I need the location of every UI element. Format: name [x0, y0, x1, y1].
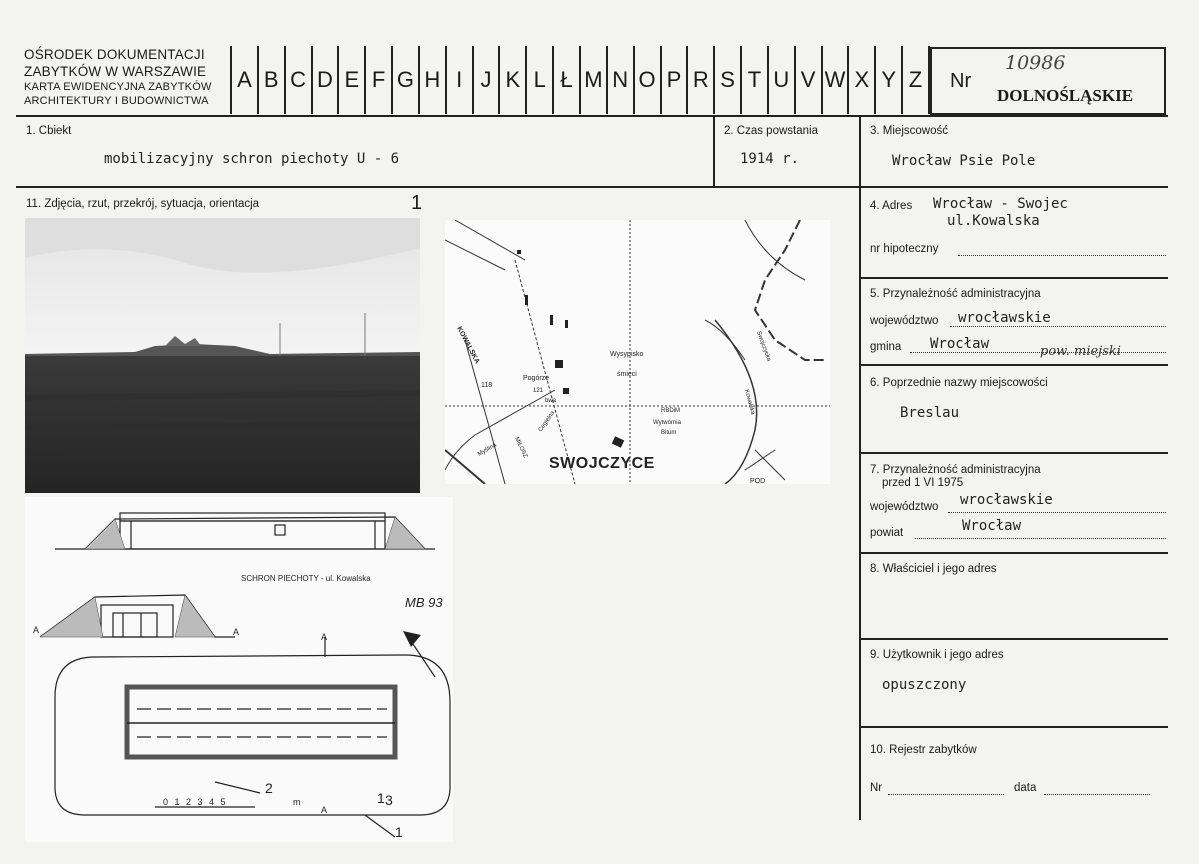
mark-number: 3 — [385, 792, 393, 808]
county-line — [915, 538, 1166, 539]
commune-note: pow. miejski — [1040, 344, 1121, 359]
commune-line — [910, 352, 1166, 353]
user-value: opuszczony — [882, 677, 967, 693]
map-label: 121 — [533, 388, 544, 394]
divider — [860, 364, 1168, 366]
alphabet-index — [230, 46, 930, 114]
index-letter: K — [500, 46, 527, 114]
index-letter: B — [259, 46, 286, 114]
commune-label: gmina — [870, 341, 902, 353]
org-line-4: ARCHITEKTURY I BUDOWNICTWA — [24, 95, 209, 107]
index-letter: O — [635, 46, 662, 114]
locality-value: Wrocław Psie Pole — [892, 153, 1036, 169]
divider — [860, 277, 1168, 279]
index-letter: N — [608, 46, 635, 114]
index-letter: Ł — [554, 46, 581, 114]
index-letter: C — [286, 46, 313, 114]
admin-1975-sublabel: przed 1 VI 1975 — [882, 477, 964, 489]
divider — [860, 726, 1168, 728]
nr-value: 10986 — [1005, 52, 1066, 74]
voivodeship-value: wrocławskie — [958, 310, 1051, 326]
section11-label: 11. Zdjęcia, rzut, przekrój, sytuacja, orientacja — [26, 198, 260, 210]
index-letter: S — [715, 46, 742, 114]
register-nr-line — [888, 794, 1004, 795]
drawing-caption: SCHRON PIECHOTY - ul. Kowalska — [241, 574, 371, 583]
map-label: Bitum — [661, 430, 677, 436]
divider — [16, 115, 1168, 117]
map-label: Cegielna — [537, 410, 557, 434]
register-date-label: data — [1014, 782, 1037, 794]
former-names-label: 6. Poprzednie nazwy miejscowości — [870, 377, 1048, 389]
index-letter: Y — [876, 46, 903, 114]
map-label: RBDiM — [661, 408, 680, 414]
nr-label: Nr — [950, 70, 972, 92]
index-letter: E — [339, 46, 366, 114]
index-letter: L — [527, 46, 554, 114]
index-letter: T — [742, 46, 769, 114]
index-letter: Z — [903, 46, 930, 114]
admin-1975-label: 7. Przynależność administracyjna — [870, 464, 1041, 476]
locality-label: 3. Miejscowość — [870, 125, 948, 137]
index-letter: M — [581, 46, 608, 114]
organization-header — [24, 46, 212, 108]
org-line-2: ZABYTKÓW W WARSZAWIE — [24, 64, 207, 79]
index-letter: U — [769, 46, 796, 114]
org-line-1: OŚRODEK DOKUMENTACJI — [24, 47, 205, 62]
scale-bar: 0 1 2 3 4 5 — [163, 797, 228, 807]
page-number: 1 — [411, 192, 423, 214]
mortgage-line — [958, 255, 1166, 256]
address-label: 4. Adres — [870, 200, 913, 212]
map-title: SWOJCZYCE — [549, 455, 655, 472]
voivodeship-1975-label: województwo — [870, 501, 939, 513]
voivodeship-1975-value: wrocławskie — [960, 492, 1053, 508]
index-letter: F — [366, 46, 393, 114]
map-label: bwa — [545, 398, 557, 404]
section-letter: A — [33, 625, 40, 635]
map-label: Wytwórnia — [653, 420, 681, 426]
register-label: 10. Rejestr zabytków — [870, 744, 977, 756]
date-label: 2. Czas powstania — [724, 125, 818, 137]
object-label: 1. Cbiekt — [26, 125, 72, 137]
scale-unit: m — [293, 797, 301, 807]
object-value: mobilizacyjny schron piechoty U - 6 — [104, 151, 400, 167]
admin-label: 5. Przynależność administracyjna — [870, 288, 1041, 300]
drawing-signature: MB 93 — [405, 595, 443, 610]
commune-value: Wrocław — [930, 336, 990, 352]
address-line2: ul.Kowalska — [947, 213, 1040, 229]
technical-drawing — [25, 497, 453, 842]
voivodeship-line — [950, 326, 1166, 327]
divider — [860, 552, 1168, 554]
divider — [860, 452, 1168, 454]
index-letter: P — [662, 46, 689, 114]
index-letter: W — [823, 46, 850, 114]
divider — [16, 186, 1168, 188]
date-value: 1914 r. — [740, 151, 800, 167]
index-letter: J — [474, 46, 501, 114]
location-map — [445, 220, 830, 484]
divider — [859, 116, 861, 820]
mark-number: 1 — [377, 790, 385, 806]
mark-number: 2 — [265, 780, 273, 796]
map-label: Kowalska — [743, 388, 756, 416]
register-date-line — [1044, 794, 1150, 795]
map-label: KOWALSKA — [455, 325, 481, 366]
voivodeship-1975-line — [948, 512, 1166, 513]
register-nr-label: Nr — [870, 782, 883, 794]
former-names-value: Breslau — [900, 405, 960, 421]
org-line-3: KARTA EWIDENCYJNA ZABYTKÓW — [24, 81, 212, 93]
map-label: Swojczycka — [755, 330, 772, 363]
map-label: POD — [750, 478, 766, 484]
index-letter: V — [796, 46, 823, 114]
map-label: MIŁOSZ — [513, 436, 529, 460]
section-letter: A — [321, 632, 328, 642]
region-name: DOLNOŚLĄSKIE — [997, 86, 1134, 105]
map-label: śmieci — [617, 371, 637, 378]
site-photo — [25, 218, 420, 493]
user-label: 9. Użytkownik i jego adres — [870, 649, 1004, 661]
index-letter: D — [313, 46, 340, 114]
map-label: 118 — [481, 382, 493, 389]
divider — [860, 638, 1168, 640]
section-letter: A — [233, 627, 240, 637]
index-letter: I — [447, 46, 474, 114]
mortgage-label: nr hipoteczny — [870, 243, 939, 255]
section-letter: A — [321, 805, 328, 815]
index-letter: X — [849, 46, 876, 114]
divider — [713, 116, 715, 187]
address-line1: Wrocław - Swojec — [933, 196, 1068, 212]
map-label: Pogórze — [523, 375, 550, 382]
county-label: powiat — [870, 527, 904, 539]
index-letter: H — [420, 46, 447, 114]
owner-label: 8. Właściciel i jego adres — [870, 563, 997, 575]
index-letter: G — [393, 46, 420, 114]
mark-number: 1 — [395, 824, 403, 840]
map-label: Wysypisko — [610, 351, 644, 358]
index-letter: R — [688, 46, 715, 114]
county-value: Wrocław — [962, 518, 1022, 534]
map-label: Myślina — [477, 442, 498, 458]
index-letter: A — [232, 46, 259, 114]
voivodeship-label: województwo — [870, 315, 939, 327]
